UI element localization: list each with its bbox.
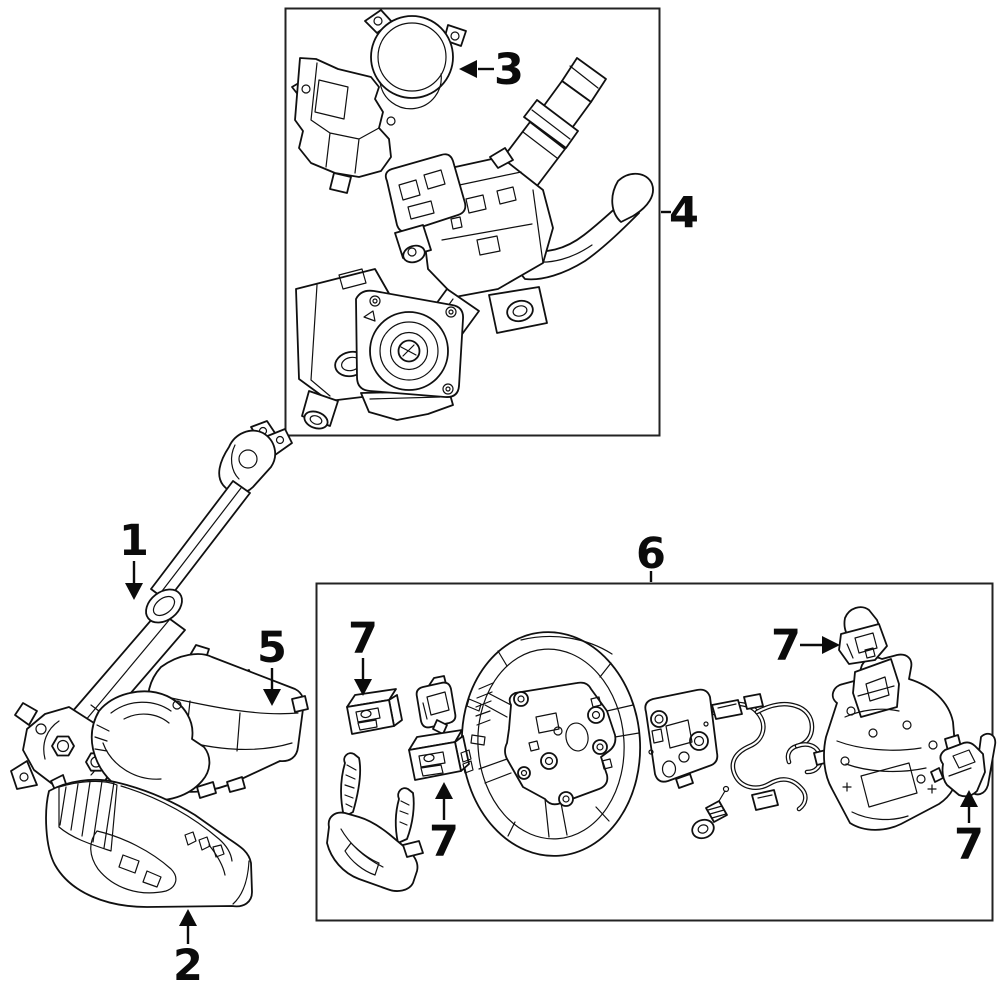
back-cover-drawing [824, 655, 962, 830]
callout-7-left-lower-arrowhead [435, 782, 453, 799]
callout-6 [636, 529, 666, 582]
callout-7-bottom-right-label: 7 [954, 820, 984, 870]
switch-bracket-drawing [417, 676, 456, 734]
screw-drawing [690, 787, 729, 842]
lower-bezel-drawing [327, 753, 423, 891]
callout-7-left-lower [429, 782, 459, 867]
callout-2-arrowhead [179, 909, 197, 926]
callout-2 [173, 909, 203, 985]
callout-7-top-right [771, 621, 840, 671]
callout-1-arrowhead [125, 583, 143, 600]
steering-wheel-drawing [454, 626, 647, 862]
callout-7-top-right-arrowhead [822, 636, 840, 654]
switch-drawing-left-lower [409, 730, 473, 780]
switch-drawing-top-right [839, 607, 887, 664]
lower-column-cover-drawing [46, 775, 252, 907]
callout-3 [459, 45, 524, 95]
callout-4-label: 4 [669, 188, 699, 238]
callout-6-label: 6 [636, 529, 666, 579]
callout-3-label: 3 [494, 45, 524, 95]
wire-harness-drawing [712, 694, 829, 810]
callout-7-bottom-right [954, 790, 984, 870]
callout-7-left-lower-label: 7 [429, 817, 459, 867]
callout-1 [119, 516, 149, 600]
contact-plate-drawing [645, 690, 717, 788]
callout-1-label: 1 [119, 516, 149, 566]
callout-3-arrowhead [459, 60, 477, 78]
callout-7-top-right-label: 7 [771, 621, 801, 671]
callout-7-left-upper-label: 7 [348, 614, 378, 664]
callout-4 [661, 188, 699, 238]
switch-drawing-left-upper [347, 689, 402, 734]
callout-5-label: 5 [257, 623, 287, 673]
callout-2-label: 2 [173, 941, 203, 985]
callout-7-left-upper [348, 614, 378, 696]
